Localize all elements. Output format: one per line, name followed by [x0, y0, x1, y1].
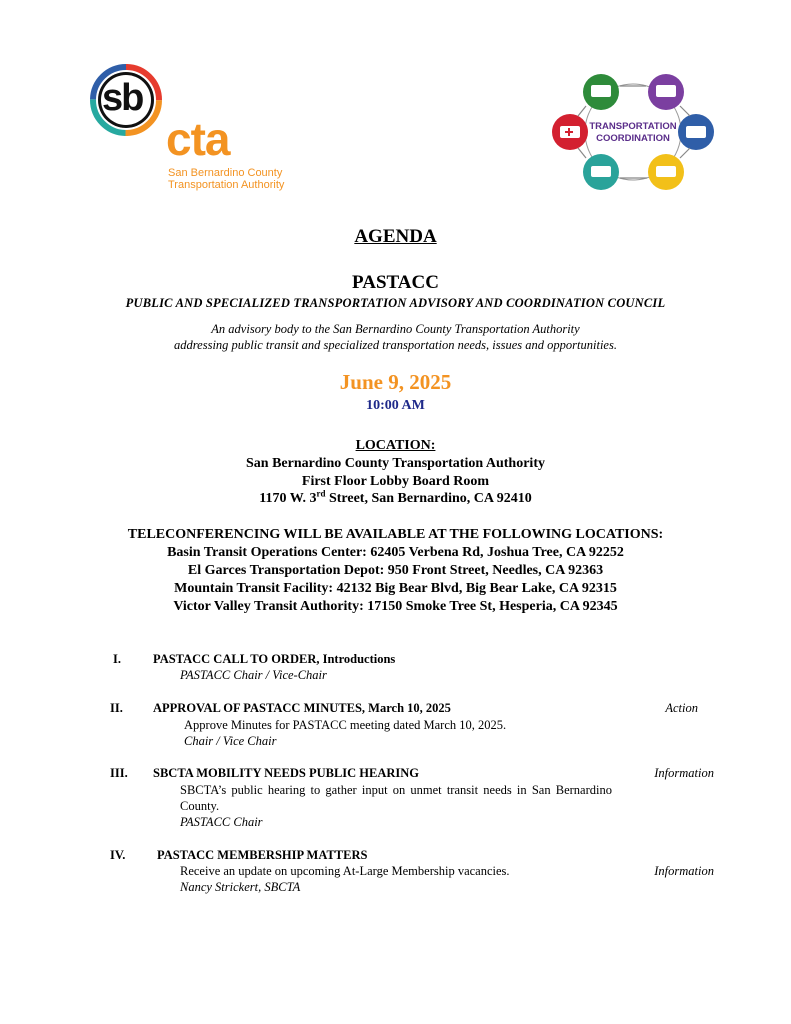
paratransit-icon [678, 114, 714, 150]
address-prefix: 1170 W. 3 [259, 491, 317, 506]
item-type: Information [654, 864, 714, 878]
teleconference-heading: TELECONFERENCING WILL BE AVAILABLE AT THE FOLLOWING LOCATIONS: [127, 527, 664, 542]
item-presenter: Nancy Strickert, SBCTA [180, 880, 301, 894]
volunteers-icon [583, 154, 619, 190]
item-type: Information [654, 766, 714, 780]
item-number: IV. [110, 848, 126, 862]
sbcta-wordmark: cta [166, 113, 230, 165]
advisory-line-2: addressing public transit and specialized transportation needs, issues and opportunities. [174, 338, 617, 352]
location-address [0, 488, 791, 507]
public-transit-icon [583, 74, 619, 110]
teleconference-site: Victor Valley Transit Authority: 17150 Smoke Tree St, Hesperia, CA 92345 [173, 599, 618, 614]
item-type: Action [665, 701, 698, 715]
council-name: PUBLIC AND SPECIALIZED TRANSPORTATION ADVISORY AND COORDINATION COUNCIL [125, 296, 666, 310]
item-title: APPROVAL OF PASTACC MINUTES, March 10, 2025 [153, 701, 451, 715]
item-number: II. [110, 701, 123, 715]
transportation-coordination-logo [548, 66, 718, 198]
item-number: III. [110, 766, 128, 780]
tc-center-line2: COORDINATION [596, 133, 670, 144]
item-presenter: PASTACC Chair / Vice-Chair [180, 668, 327, 682]
teleconference-site: El Garces Transportation Depot: 950 Front Street, Needles, CA 92363 [187, 563, 604, 578]
item-presenter: Chair / Vice Chair [184, 734, 277, 748]
sbcta-org-line2: Transportation Authority [168, 179, 285, 191]
page-title: PASTACC [352, 272, 439, 293]
sbcta-mark-text: sb [102, 77, 143, 119]
item-title: PASTACC MEMBERSHIP MATTERS [157, 848, 368, 862]
item-title [153, 651, 395, 667]
sbcta-org-line1: San Bernardino County [168, 167, 283, 179]
meeting-date: June 9, 2025 [339, 370, 452, 394]
item-description: SBCTA’s public hearing to gather input on unmet transit needs in San Bernardino County. [180, 783, 612, 813]
item-title: SBCTA MOBILITY NEEDS PUBLIC HEARING [153, 766, 420, 780]
location-label: LOCATION: [355, 438, 436, 453]
advisory-line-1: An advisory body to the San Bernardino County Transportation Authority [211, 322, 580, 336]
medical-icon [552, 114, 588, 150]
teleconference-site: Basin Transit Operations Center: 62405 Verbena Rd, Joshua Tree, CA 92252 [167, 545, 624, 560]
agenda-heading: AGENDA [354, 226, 437, 247]
meeting-time: 10:00 AM [366, 398, 425, 413]
item-title-bold: PASTACC CALL TO ORDER, [153, 652, 320, 666]
sbcta-logo [88, 62, 288, 192]
location-line-2: First Floor Lobby Board Room [301, 474, 490, 489]
teleconference-site: Mountain Transit Facility: 42132 Big Bear Blvd, Big Bear Lake, CA 92315 [174, 581, 617, 596]
item-presenter: PASTACC Chair [180, 815, 263, 829]
private-providers-icon [648, 154, 684, 190]
item-description: Approve Minutes for PASTACC meeting dated March 10, 2025. [184, 718, 507, 732]
location-line-1: San Bernardino County Transportation Authority [246, 456, 545, 471]
item-title-suffix: Introductions [319, 652, 396, 666]
address-superscript: rd [316, 488, 326, 499]
address-suffix: Street, San Bernardino, CA 92410 [325, 491, 532, 506]
human-services-icon [648, 74, 684, 110]
item-number: I. [113, 652, 121, 666]
tc-center-line1: TRANSPORTATION [589, 121, 677, 132]
item-description: Receive an update on upcoming At-Large Membership vacancies. [180, 864, 510, 878]
